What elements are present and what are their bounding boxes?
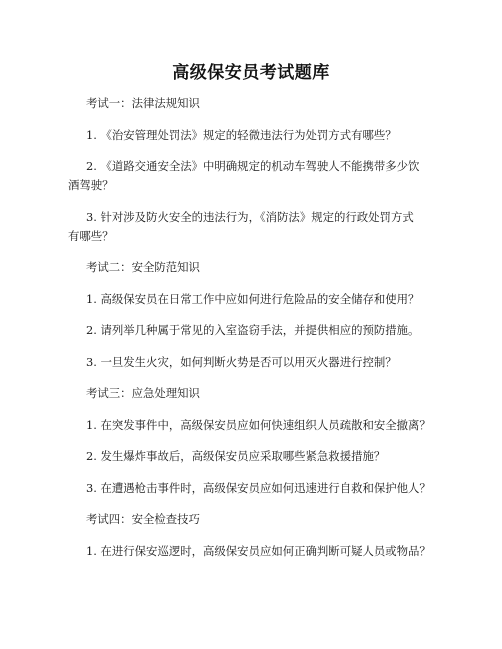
question-text: 2. 《道路交通安全法》中明确规定的机动车驾驶人不能携带多少饮 xyxy=(86,159,420,173)
question-text: 3. 在遭遇枪击事件时，高级保安员应如何迅速进行自救和保护他人？ xyxy=(86,480,431,495)
question-text: 1. 在进行保安巡逻时，高级保安员应如何正确判断可疑人员或物品？ xyxy=(86,543,431,558)
page-title: 高级保安员考试题库 xyxy=(172,63,330,83)
question-1-1 xyxy=(86,126,440,145)
question-text-continued: 酒驾驶？ xyxy=(68,178,114,192)
question-text: 3. 针对涉及防火安全的违法行为，《消防法》规定的行政处罚方式 xyxy=(86,209,414,224)
question-text: 1. 高级保安员在日常工作中应如何进行危险品的安全储存和使用？ xyxy=(86,291,420,306)
question-4-1 xyxy=(86,542,440,561)
document-body xyxy=(68,94,440,561)
question-text: 2. 发生爆炸事故后，高级保安员应采取哪些紧急救援措施？ xyxy=(86,449,386,463)
question-1-2 xyxy=(68,157,440,195)
question-3-2 xyxy=(86,447,440,466)
question-text: 3. 一旦发生火灾，如何判断火势是否可以用灭火器进行控制？ xyxy=(86,354,397,369)
question-text: 1. 《治安管理处罚法》规定的轻微违法行为处罚方式有哪些？ xyxy=(86,127,397,142)
section-heading-1: 考试一：法律法规知识 xyxy=(86,96,200,110)
section-heading-3: 考试三：应急处理知识 xyxy=(86,386,200,400)
question-3-3 xyxy=(86,479,440,498)
question-1-3 xyxy=(68,208,440,246)
question-2-3 xyxy=(86,353,440,372)
question-3-1 xyxy=(86,416,440,435)
question-2-1 xyxy=(86,290,440,309)
question-text: 1. 在突发事件中，高级保安员应如何快速组织人员疏散和安全撤离？ xyxy=(86,417,431,432)
section-heading-2: 考试二：安全防范知识 xyxy=(86,260,200,274)
question-text-continued: 有哪些？ xyxy=(68,228,114,243)
question-2-2 xyxy=(86,321,440,340)
question-text: 2. 请列举几种属于常见的入室盗窃手法，并提供相应的预防措施。 xyxy=(86,323,420,337)
section-heading-4: 考试四：安全检查技巧 xyxy=(86,512,200,526)
